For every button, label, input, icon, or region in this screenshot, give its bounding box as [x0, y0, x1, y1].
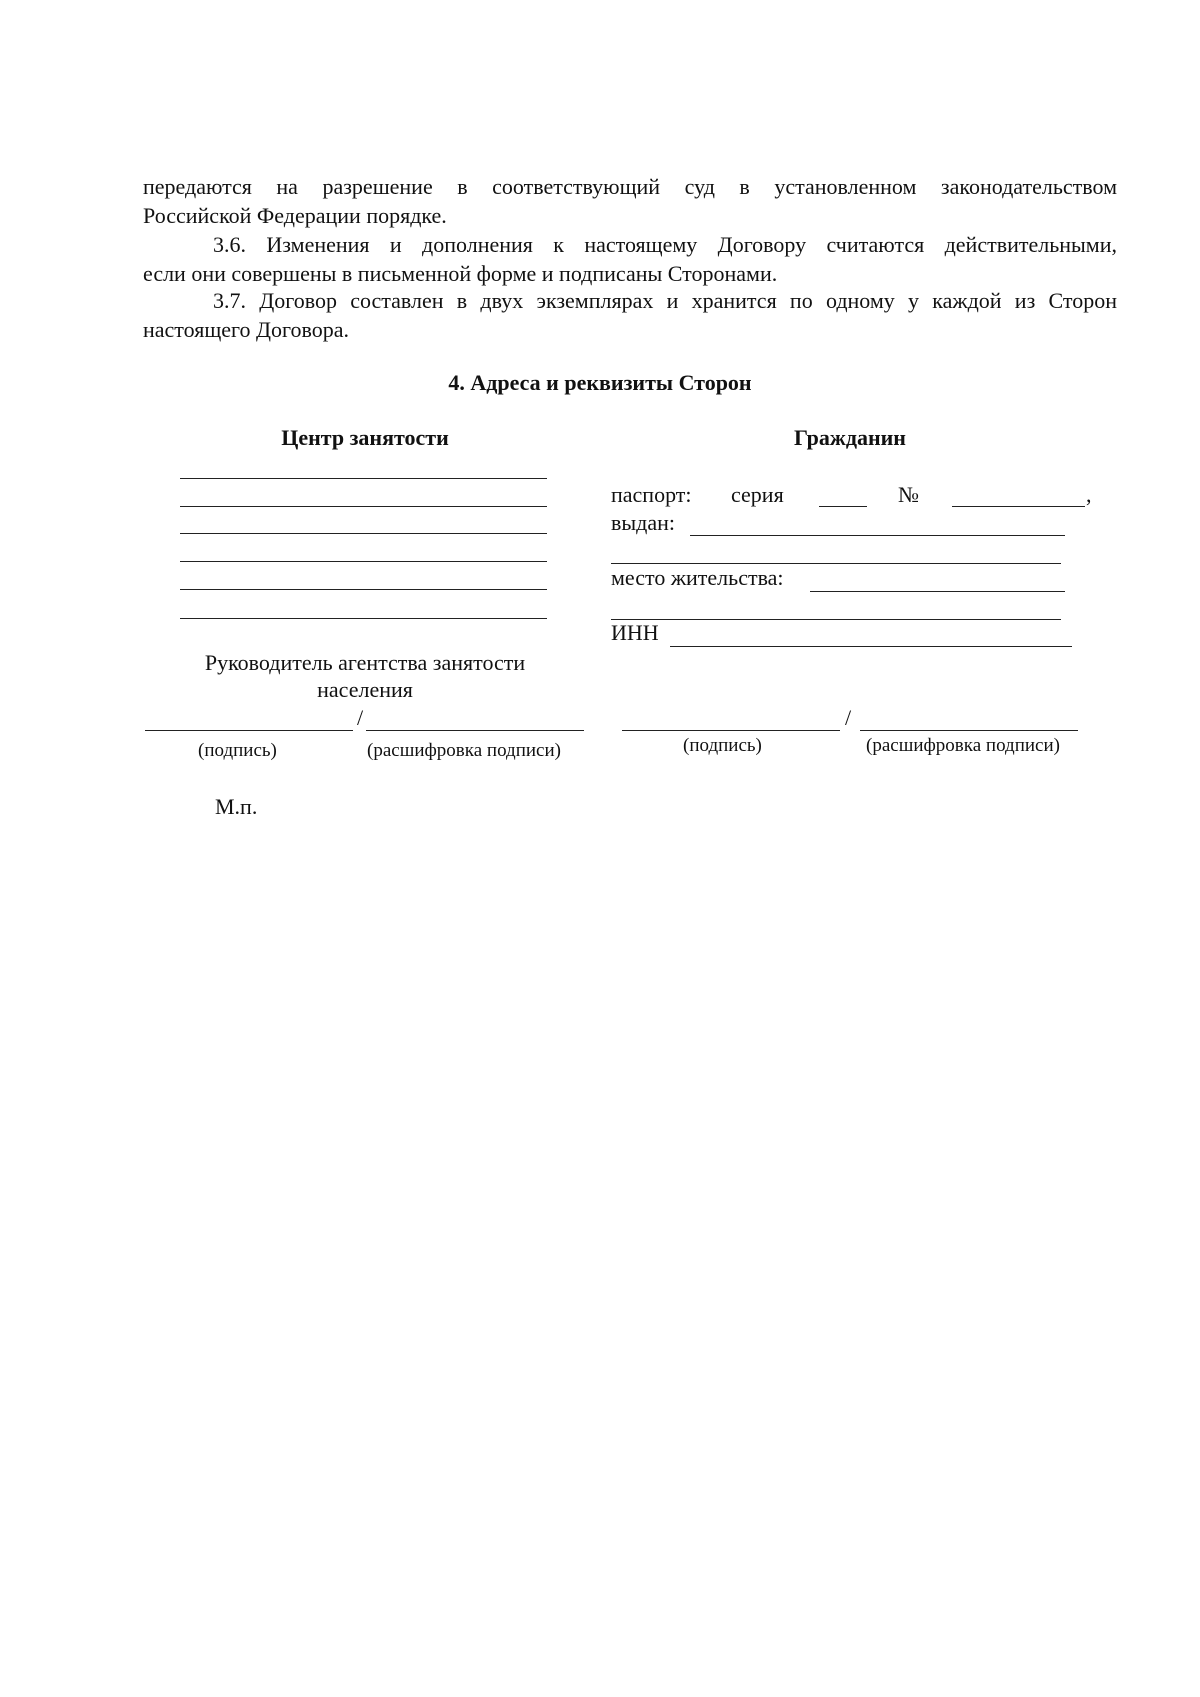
head-title-line2: населения — [317, 677, 413, 702]
right-signature-slash: / — [845, 705, 852, 730]
paragraph-3-7-line1: 3.7. Договор составлен в двух экземплярах и хранится по одному у каждой из Сторон — [213, 288, 1117, 313]
left-blank-line-3 — [180, 533, 547, 534]
left-blank-line-6 — [180, 618, 547, 619]
series-blank-line — [819, 506, 867, 507]
left-signature-line — [145, 730, 353, 731]
passport-label: паспорт: — [611, 482, 692, 507]
left-blank-line-4 — [180, 561, 547, 562]
residence-label: место жительства: — [611, 565, 784, 590]
left-decoding-caption: (расшифровка подписи) — [367, 740, 561, 761]
series-label: серия — [731, 482, 784, 507]
left-blank-line-5 — [180, 589, 547, 590]
paragraph-3-6-line1: 3.6. Изменения и дополнения к настоящему Договору считаются действительными, — [213, 232, 1117, 257]
number-sign: № — [898, 482, 919, 507]
stamp-place-label: М.п. — [215, 794, 258, 819]
right-decoding-line — [860, 730, 1078, 731]
issued-label: выдан: — [611, 510, 676, 535]
residence-blank-line-2 — [611, 619, 1061, 620]
left-blank-line-1 — [180, 478, 547, 479]
issued-blank-line — [690, 535, 1065, 536]
left-signature-caption: (подпись) — [198, 740, 277, 761]
inn-label: ИНН — [611, 620, 659, 645]
left-signature-slash: / — [357, 705, 364, 730]
passport-comma: , — [1086, 482, 1092, 507]
paragraph-3-6-line2: если они совершены в письменной форме и подписаны Сторонами. — [143, 261, 778, 286]
right-party-heading: Гражданин — [794, 425, 906, 450]
left-party-heading: Центр занятости — [281, 425, 449, 450]
inn-blank-line — [670, 646, 1072, 647]
left-blank-line-2 — [180, 506, 547, 507]
paragraph-3-7-line2: настоящего Договора. — [143, 317, 349, 342]
paragraph-continuation-line1: передаются на разрешение в соответствующий суд в установленном законодательством — [143, 174, 1117, 199]
right-signature-line — [622, 730, 840, 731]
paragraph-continuation-line2: Российской Федерации порядке. — [143, 203, 447, 228]
right-signature-caption: (подпись) — [683, 735, 762, 756]
section-4-title: 4. Адреса и реквизиты Сторон — [448, 370, 752, 395]
residence-blank-line — [810, 591, 1065, 592]
head-title-line1: Руководитель агентства занятости — [204, 650, 526, 675]
right-decoding-caption: (расшифровка подписи) — [866, 735, 1060, 756]
passport-number-blank-line — [952, 506, 1085, 507]
left-decoding-line — [366, 730, 584, 731]
issued-blank-line-2 — [611, 563, 1061, 564]
